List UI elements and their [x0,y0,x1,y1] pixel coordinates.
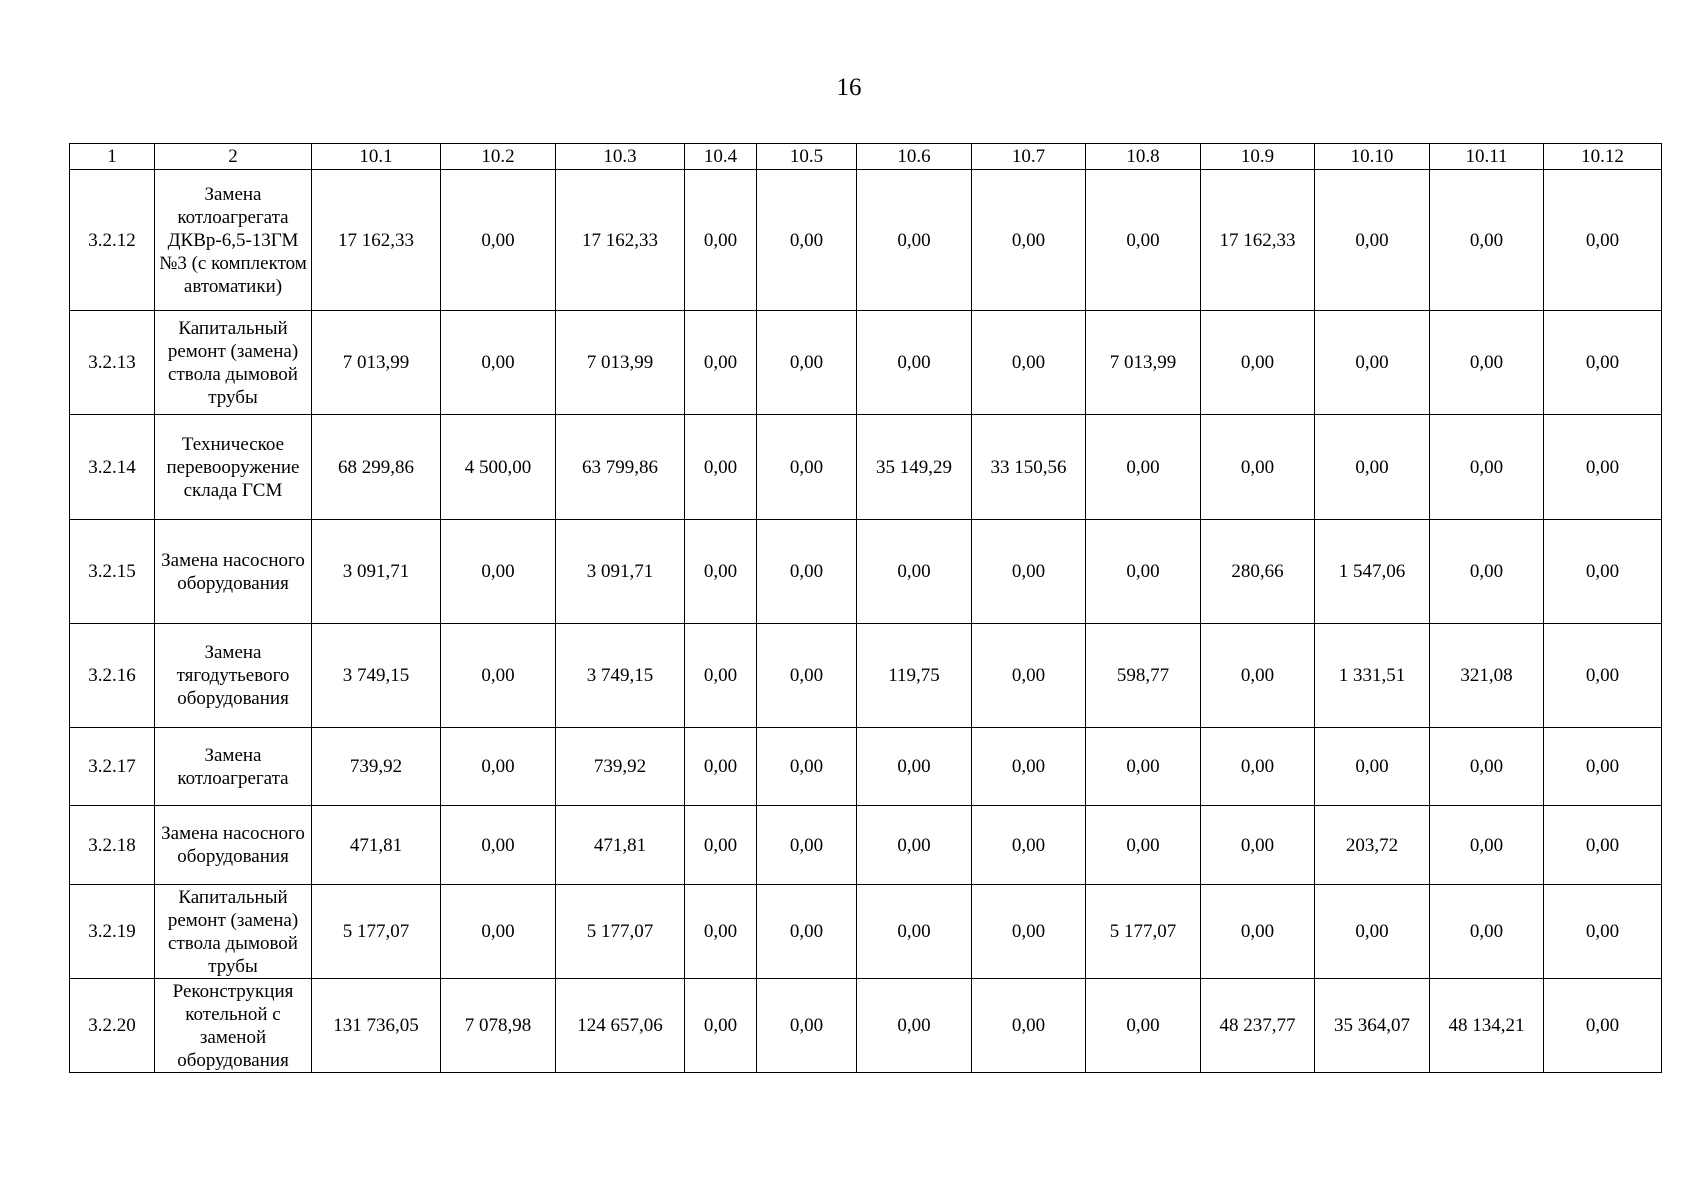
table-row [70,885,1662,979]
table-row [70,979,1662,1073]
value-cell: 0,00 [757,728,857,806]
value-cell: 0,00 [1315,728,1430,806]
value-cell: 17 162,33 [556,170,685,311]
value-cell: 48 134,21 [1430,979,1544,1073]
value-cell: 0,00 [1315,170,1430,311]
value-cell: 1 331,51 [1315,624,1430,728]
value-cell: 0,00 [757,311,857,415]
row-id: 3.2.17 [70,728,155,806]
row-id: 3.2.20 [70,979,155,1073]
value-cell: 0,00 [1544,806,1662,885]
value-cell: 0,00 [1430,170,1544,311]
table-row [70,806,1662,885]
value-cell: 5 177,07 [556,885,685,979]
value-cell: 0,00 [441,728,556,806]
value-cell: 0,00 [972,885,1086,979]
value-cell: 0,00 [1430,806,1544,885]
value-cell: 7 013,99 [312,311,441,415]
value-cell: 0,00 [1086,520,1201,624]
column-header: 10.5 [757,144,857,170]
value-cell: 0,00 [441,170,556,311]
value-cell: 0,00 [1086,806,1201,885]
value-cell: 0,00 [757,979,857,1073]
value-cell: 48 237,77 [1201,979,1315,1073]
value-cell: 0,00 [757,170,857,311]
value-cell: 3 091,71 [556,520,685,624]
column-header: 10.4 [685,144,757,170]
value-cell: 17 162,33 [312,170,441,311]
column-header: 10.6 [857,144,972,170]
value-cell: 471,81 [556,806,685,885]
table-row [70,624,1662,728]
value-cell: 0,00 [441,520,556,624]
row-id: 3.2.16 [70,624,155,728]
value-cell: 7 078,98 [441,979,556,1073]
value-cell: 7 013,99 [1086,311,1201,415]
value-cell: 5 177,07 [312,885,441,979]
table-row [70,415,1662,520]
value-cell: 119,75 [857,624,972,728]
column-header: 10.10 [1315,144,1430,170]
value-cell: 131 736,05 [312,979,441,1073]
table-row [70,520,1662,624]
table-row [70,311,1662,415]
value-cell: 0,00 [1544,979,1662,1073]
value-cell: 5 177,07 [1086,885,1201,979]
column-header: 2 [155,144,312,170]
value-cell: 0,00 [441,806,556,885]
value-cell: 0,00 [1201,624,1315,728]
value-cell: 0,00 [1201,806,1315,885]
column-header: 10.7 [972,144,1086,170]
row-name: Реконструкция котельной с заменой оборудования [155,979,312,1073]
column-header: 10.3 [556,144,685,170]
value-cell: 0,00 [1315,885,1430,979]
value-cell: 0,00 [685,806,757,885]
row-id: 3.2.18 [70,806,155,885]
value-cell: 0,00 [1430,520,1544,624]
value-cell: 0,00 [757,806,857,885]
value-cell: 63 799,86 [556,415,685,520]
row-name: Замена насосного оборудования [155,806,312,885]
value-cell: 0,00 [1544,311,1662,415]
value-cell: 0,00 [1430,311,1544,415]
value-cell: 1 547,06 [1315,520,1430,624]
value-cell: 35 364,07 [1315,979,1430,1073]
value-cell: 0,00 [1544,170,1662,311]
value-cell: 0,00 [441,311,556,415]
value-cell: 0,00 [685,311,757,415]
value-cell: 0,00 [441,885,556,979]
value-cell: 0,00 [685,170,757,311]
value-cell: 0,00 [1086,170,1201,311]
table-row [70,170,1662,311]
value-cell: 0,00 [972,311,1086,415]
row-name: Капитальный ремонт (замена) ствола дымовой трубы [155,885,312,979]
value-cell: 35 149,29 [857,415,972,520]
value-cell: 0,00 [1315,311,1430,415]
value-cell: 0,00 [972,624,1086,728]
value-cell: 0,00 [757,415,857,520]
value-cell: 598,77 [1086,624,1201,728]
row-id: 3.2.15 [70,520,155,624]
value-cell: 33 150,56 [972,415,1086,520]
value-cell: 0,00 [972,979,1086,1073]
table-row [70,728,1662,806]
value-cell: 280,66 [1201,520,1315,624]
value-cell: 739,92 [556,728,685,806]
value-cell: 3 749,15 [312,624,441,728]
value-cell: 0,00 [857,728,972,806]
column-header: 10.12 [1544,144,1662,170]
value-cell: 0,00 [1201,311,1315,415]
column-header: 10.11 [1430,144,1544,170]
column-header: 1 [70,144,155,170]
value-cell: 0,00 [757,885,857,979]
value-cell: 0,00 [685,979,757,1073]
value-cell: 0,00 [857,311,972,415]
value-cell: 0,00 [857,806,972,885]
value-cell: 0,00 [1544,520,1662,624]
value-cell: 0,00 [1086,979,1201,1073]
value-cell: 0,00 [1544,728,1662,806]
value-cell: 0,00 [857,170,972,311]
value-cell: 0,00 [857,885,972,979]
value-cell: 0,00 [1544,885,1662,979]
value-cell: 0,00 [757,520,857,624]
value-cell: 0,00 [1315,415,1430,520]
value-cell: 0,00 [685,520,757,624]
data-table [69,143,1662,1073]
value-cell: 0,00 [972,806,1086,885]
page-number: 16 [836,74,862,101]
row-name: Замена тягодутьевого оборудования [155,624,312,728]
value-cell: 0,00 [757,624,857,728]
value-cell: 471,81 [312,806,441,885]
value-cell: 0,00 [1430,415,1544,520]
row-name: Замена насосного оборудования [155,520,312,624]
value-cell: 0,00 [1086,415,1201,520]
value-cell: 0,00 [1201,415,1315,520]
value-cell: 0,00 [972,728,1086,806]
value-cell: 124 657,06 [556,979,685,1073]
value-cell: 0,00 [1201,885,1315,979]
value-cell: 4 500,00 [441,415,556,520]
row-id: 3.2.14 [70,415,155,520]
column-header: 10.2 [441,144,556,170]
value-cell: 0,00 [441,624,556,728]
value-cell: 203,72 [1315,806,1430,885]
value-cell: 0,00 [972,170,1086,311]
value-cell: 0,00 [685,624,757,728]
row-name: Техническое перевооружение склада ГСМ [155,415,312,520]
value-cell: 739,92 [312,728,441,806]
column-header: 10.9 [1201,144,1315,170]
column-header: 10.8 [1086,144,1201,170]
value-cell: 68 299,86 [312,415,441,520]
value-cell: 0,00 [1544,415,1662,520]
row-name: Замена котлоагрегата [155,728,312,806]
value-cell: 0,00 [1430,885,1544,979]
column-header: 10.1 [312,144,441,170]
value-cell: 0,00 [972,520,1086,624]
row-id: 3.2.19 [70,885,155,979]
value-cell: 0,00 [1201,728,1315,806]
value-cell: 3 749,15 [556,624,685,728]
value-cell: 17 162,33 [1201,170,1315,311]
value-cell: 7 013,99 [556,311,685,415]
value-cell: 0,00 [685,885,757,979]
value-cell: 0,00 [685,415,757,520]
value-cell: 0,00 [857,520,972,624]
value-cell: 0,00 [1430,728,1544,806]
value-cell: 0,00 [1086,728,1201,806]
value-cell: 0,00 [1544,624,1662,728]
value-cell: 3 091,71 [312,520,441,624]
value-cell: 321,08 [1430,624,1544,728]
value-cell: 0,00 [857,979,972,1073]
value-cell: 0,00 [685,728,757,806]
row-id: 3.2.12 [70,170,155,311]
header-row [70,144,1662,170]
row-id: 3.2.13 [70,311,155,415]
row-name: Капитальный ремонт (замена) ствола дымовой трубы [155,311,312,415]
row-name: Замена котлоагрегата ДКВр-6,5-13ГМ №3 (с комплектом автоматики) [155,170,312,311]
